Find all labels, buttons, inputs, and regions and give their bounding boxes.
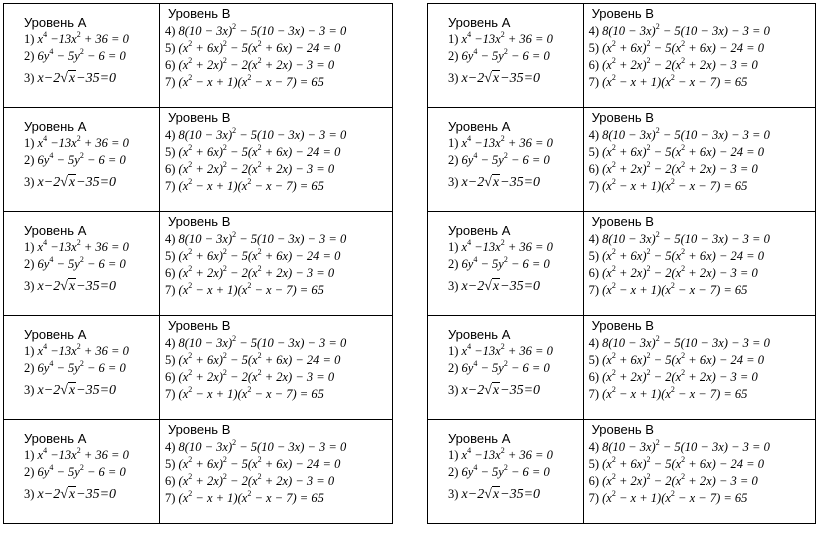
equation-3: 3) x−2√x−35=0 [448,279,541,294]
level-b-title: Уровень В [168,110,231,125]
equation-5: 5) $(x^2 + 6x)^2 - 5(x^2 + 6x) - 24 = 0$ [165,351,341,367]
equation-7: 7) $(x^2 - x + 1)(x^2 - x - 7) = 65$ [588,489,748,505]
level-b-cell [160,108,393,212]
equation-3: 3) x−2√x−35=0 [448,383,541,398]
equation-5: 5) $(x^2 + 6x)^2 - 5(x^2 + 6x) - 24 = 0$ [588,143,764,159]
equation-7: 7) $(x^2 - x + 1)(x^2 - x - 7) = 65$ [165,73,324,89]
equation-5: 5) $(x^2 + 6x)^2 - 5(x^2 + 6x) - 24 = 0$ [588,39,764,55]
level-a-cell [4,108,160,212]
equation-2: 2) $6y^4 - 5y^2 - 6 = 0$ [448,47,550,63]
level-a-title: Уровень А [448,15,511,30]
level-b-cell [160,4,393,108]
equation-6: 6) $(x^2 + 2x)^2 - 2(x^2 + 2x) - 3 = 0$ [588,472,758,488]
level-b-cell [583,4,815,108]
equation-6: 6) $(x^2 + 2x)^2 - 2(x^2 + 2x) - 3 = 0$ [588,56,758,72]
level-b-cell [583,108,815,212]
equation-6: 6) $(x^2 + 2x)^2 - 2(x^2 + 2x) - 3 = 0$ [165,472,335,488]
equation-7: 7) $(x^2 - x + 1)(x^2 - x - 7) = 65$ [165,489,324,505]
card-row [4,316,393,420]
equation-5: 5) $(x^2 + 6x)^2 - 5(x^2 + 6x) - 24 = 0$ [165,39,341,55]
level-b-cell [583,316,815,420]
card-row [428,420,816,524]
equation-4: 4) $8(10 - 3x)^2 - 5(10 - 3x) - 3 = 0$ [588,438,770,454]
equation-5: 5) $(x^2 + 6x)^2 - 5(x^2 + 6x) - 24 = 0$ [165,455,341,471]
equation-3: 3) x−2√x−35=0 [24,279,117,294]
level-b-title: Уровень В [591,110,654,125]
equation-2: 2) $6y^4 - 5y^2 - 6 = 0$ [24,255,126,271]
level-a-title: Уровень А [24,119,87,134]
level-a-title: Уровень А [448,431,511,446]
equation-1: 1) $x^4 -13x^2 + 36 = 0$ [448,134,553,150]
equation-4: 4) $8(10 - 3x)^2 - 5(10 - 3x) - 3 = 0$ [588,334,770,350]
cards-table-left [3,3,393,524]
equation-2: 2) $6y^4 - 5y^2 - 6 = 0$ [448,151,550,167]
level-a-cell [4,316,160,420]
equation-1: 1) $x^4 -13x^2 + 36 = 0$ [24,30,129,46]
level-b-title: Уровень В [591,214,654,229]
level-a-cell [428,108,584,212]
equation-1: 1) $x^4 -13x^2 + 36 = 0$ [448,446,553,462]
equation-5: 5) $(x^2 + 6x)^2 - 5(x^2 + 6x) - 24 = 0$ [588,247,764,263]
level-a-title: Уровень А [448,119,511,134]
equation-7: 7) $(x^2 - x + 1)(x^2 - x - 7) = 65$ [588,385,748,401]
equation-6: 6) $(x^2 + 2x)^2 - 2(x^2 + 2x) - 3 = 0$ [165,160,335,176]
level-b-cell [160,212,393,316]
level-b-title: Уровень В [591,422,654,437]
level-a-title: Уровень А [448,223,511,238]
equation-2: 2) $6y^4 - 5y^2 - 6 = 0$ [24,151,126,167]
equation-2: 2) $6y^4 - 5y^2 - 6 = 0$ [24,463,126,479]
equation-2: 2) $6y^4 - 5y^2 - 6 = 0$ [448,359,550,375]
level-a-cell [428,212,584,316]
equation-3: 3) x−2√x−35=0 [448,487,541,502]
equation-5: 5) $(x^2 + 6x)^2 - 5(x^2 + 6x) - 24 = 0$ [588,455,764,471]
equation-5: 5) $(x^2 + 6x)^2 - 5(x^2 + 6x) - 24 = 0$ [588,351,764,367]
level-b-title: Уровень В [168,318,231,333]
equation-3: 3) x−2√x−35=0 [24,383,117,398]
equation-1: 1) $x^4 -13x^2 + 36 = 0$ [448,238,553,254]
level-a-title: Уровень А [24,431,87,446]
card-row [428,4,816,108]
equation-7: 7) $(x^2 - x + 1)(x^2 - x - 7) = 65$ [165,281,324,297]
equation-4: 4) $8(10 - 3x)^2 - 5(10 - 3x) - 3 = 0$ [588,230,770,246]
level-a-cell [428,316,584,420]
equation-1: 1) $x^4 -13x^2 + 36 = 0$ [448,30,553,46]
equation-7: 7) $(x^2 - x + 1)(x^2 - x - 7) = 65$ [588,177,748,193]
level-a-cell [4,212,160,316]
equation-7: 7) $(x^2 - x + 1)(x^2 - x - 7) = 65$ [588,281,748,297]
cards-table-right [427,3,816,524]
card-row [4,4,393,108]
card-row [4,212,393,316]
card-row [428,316,816,420]
level-b-cell [160,316,393,420]
equation-3: 3) x−2√x−35=0 [24,71,117,86]
equation-6: 6) $(x^2 + 2x)^2 - 2(x^2 + 2x) - 3 = 0$ [588,264,758,280]
level-a-cell [428,4,584,108]
card-row [4,108,393,212]
equation-4: 4) $8(10 - 3x)^2 - 5(10 - 3x) - 3 = 0$ [165,126,347,142]
card-row [428,108,816,212]
level-a-title: Уровень А [448,327,511,342]
level-b-title: Уровень В [591,318,654,333]
equation-6: 6) $(x^2 + 2x)^2 - 2(x^2 + 2x) - 3 = 0$ [588,160,758,176]
level-a-title: Уровень А [24,223,87,238]
level-a-cell [4,420,160,524]
equation-1: 1) $x^4 -13x^2 + 36 = 0$ [24,238,129,254]
equation-4: 4) $8(10 - 3x)^2 - 5(10 - 3x) - 3 = 0$ [588,22,770,38]
equation-1: 1) $x^4 -13x^2 + 36 = 0$ [24,446,129,462]
card-row [428,212,816,316]
equation-7: 7) $(x^2 - x + 1)(x^2 - x - 7) = 65$ [165,177,324,193]
level-a-cell [428,420,584,524]
equation-5: 5) $(x^2 + 6x)^2 - 5(x^2 + 6x) - 24 = 0$ [165,143,341,159]
equation-6: 6) $(x^2 + 2x)^2 - 2(x^2 + 2x) - 3 = 0$ [588,368,758,384]
equation-6: 6) $(x^2 + 2x)^2 - 2(x^2 + 2x) - 3 = 0$ [165,368,335,384]
level-b-title: Уровень В [168,214,231,229]
equation-7: 7) $(x^2 - x + 1)(x^2 - x - 7) = 65$ [165,385,324,401]
level-b-title: Уровень В [168,6,231,21]
equation-4: 4) $8(10 - 3x)^2 - 5(10 - 3x) - 3 = 0$ [165,438,347,454]
equation-7: 7) $(x^2 - x + 1)(x^2 - x - 7) = 65$ [588,73,748,89]
equation-2: 2) $6y^4 - 5y^2 - 6 = 0$ [448,463,550,479]
equation-1: 1) $x^4 -13x^2 + 36 = 0$ [24,342,129,358]
equation-6: 6) $(x^2 + 2x)^2 - 2(x^2 + 2x) - 3 = 0$ [165,56,335,72]
equation-2: 2) $6y^4 - 5y^2 - 6 = 0$ [24,47,126,63]
equation-4: 4) $8(10 - 3x)^2 - 5(10 - 3x) - 3 = 0$ [165,230,347,246]
equation-4: 4) $8(10 - 3x)^2 - 5(10 - 3x) - 3 = 0$ [588,126,770,142]
level-a-cell [4,4,160,108]
equation-4: 4) $8(10 - 3x)^2 - 5(10 - 3x) - 3 = 0$ [165,334,347,350]
equation-2: 2) $6y^4 - 5y^2 - 6 = 0$ [24,359,126,375]
card-row [4,420,393,524]
equation-3: 3) x−2√x−35=0 [448,175,541,190]
equation-1: 1) $x^4 -13x^2 + 36 = 0$ [448,342,553,358]
equation-4: 4) $8(10 - 3x)^2 - 5(10 - 3x) - 3 = 0$ [165,22,347,38]
equation-3: 3) x−2√x−35=0 [448,71,541,86]
level-b-cell [583,420,815,524]
equation-3: 3) x−2√x−35=0 [24,487,117,502]
left-sheet [3,3,393,524]
level-b-cell [583,212,815,316]
level-a-title: Уровень А [24,327,87,342]
right-sheet [427,3,816,524]
equation-3: 3) x−2√x−35=0 [24,175,117,190]
level-b-title: Уровень В [168,422,231,437]
level-b-cell [160,420,393,524]
equation-5: 5) $(x^2 + 6x)^2 - 5(x^2 + 6x) - 24 = 0$ [165,247,341,263]
equation-2: 2) $6y^4 - 5y^2 - 6 = 0$ [448,255,550,271]
level-b-title: Уровень В [591,6,654,21]
equation-6: 6) $(x^2 + 2x)^2 - 2(x^2 + 2x) - 3 = 0$ [165,264,335,280]
equation-1: 1) $x^4 -13x^2 + 36 = 0$ [24,134,129,150]
level-a-title: Уровень А [24,15,87,30]
